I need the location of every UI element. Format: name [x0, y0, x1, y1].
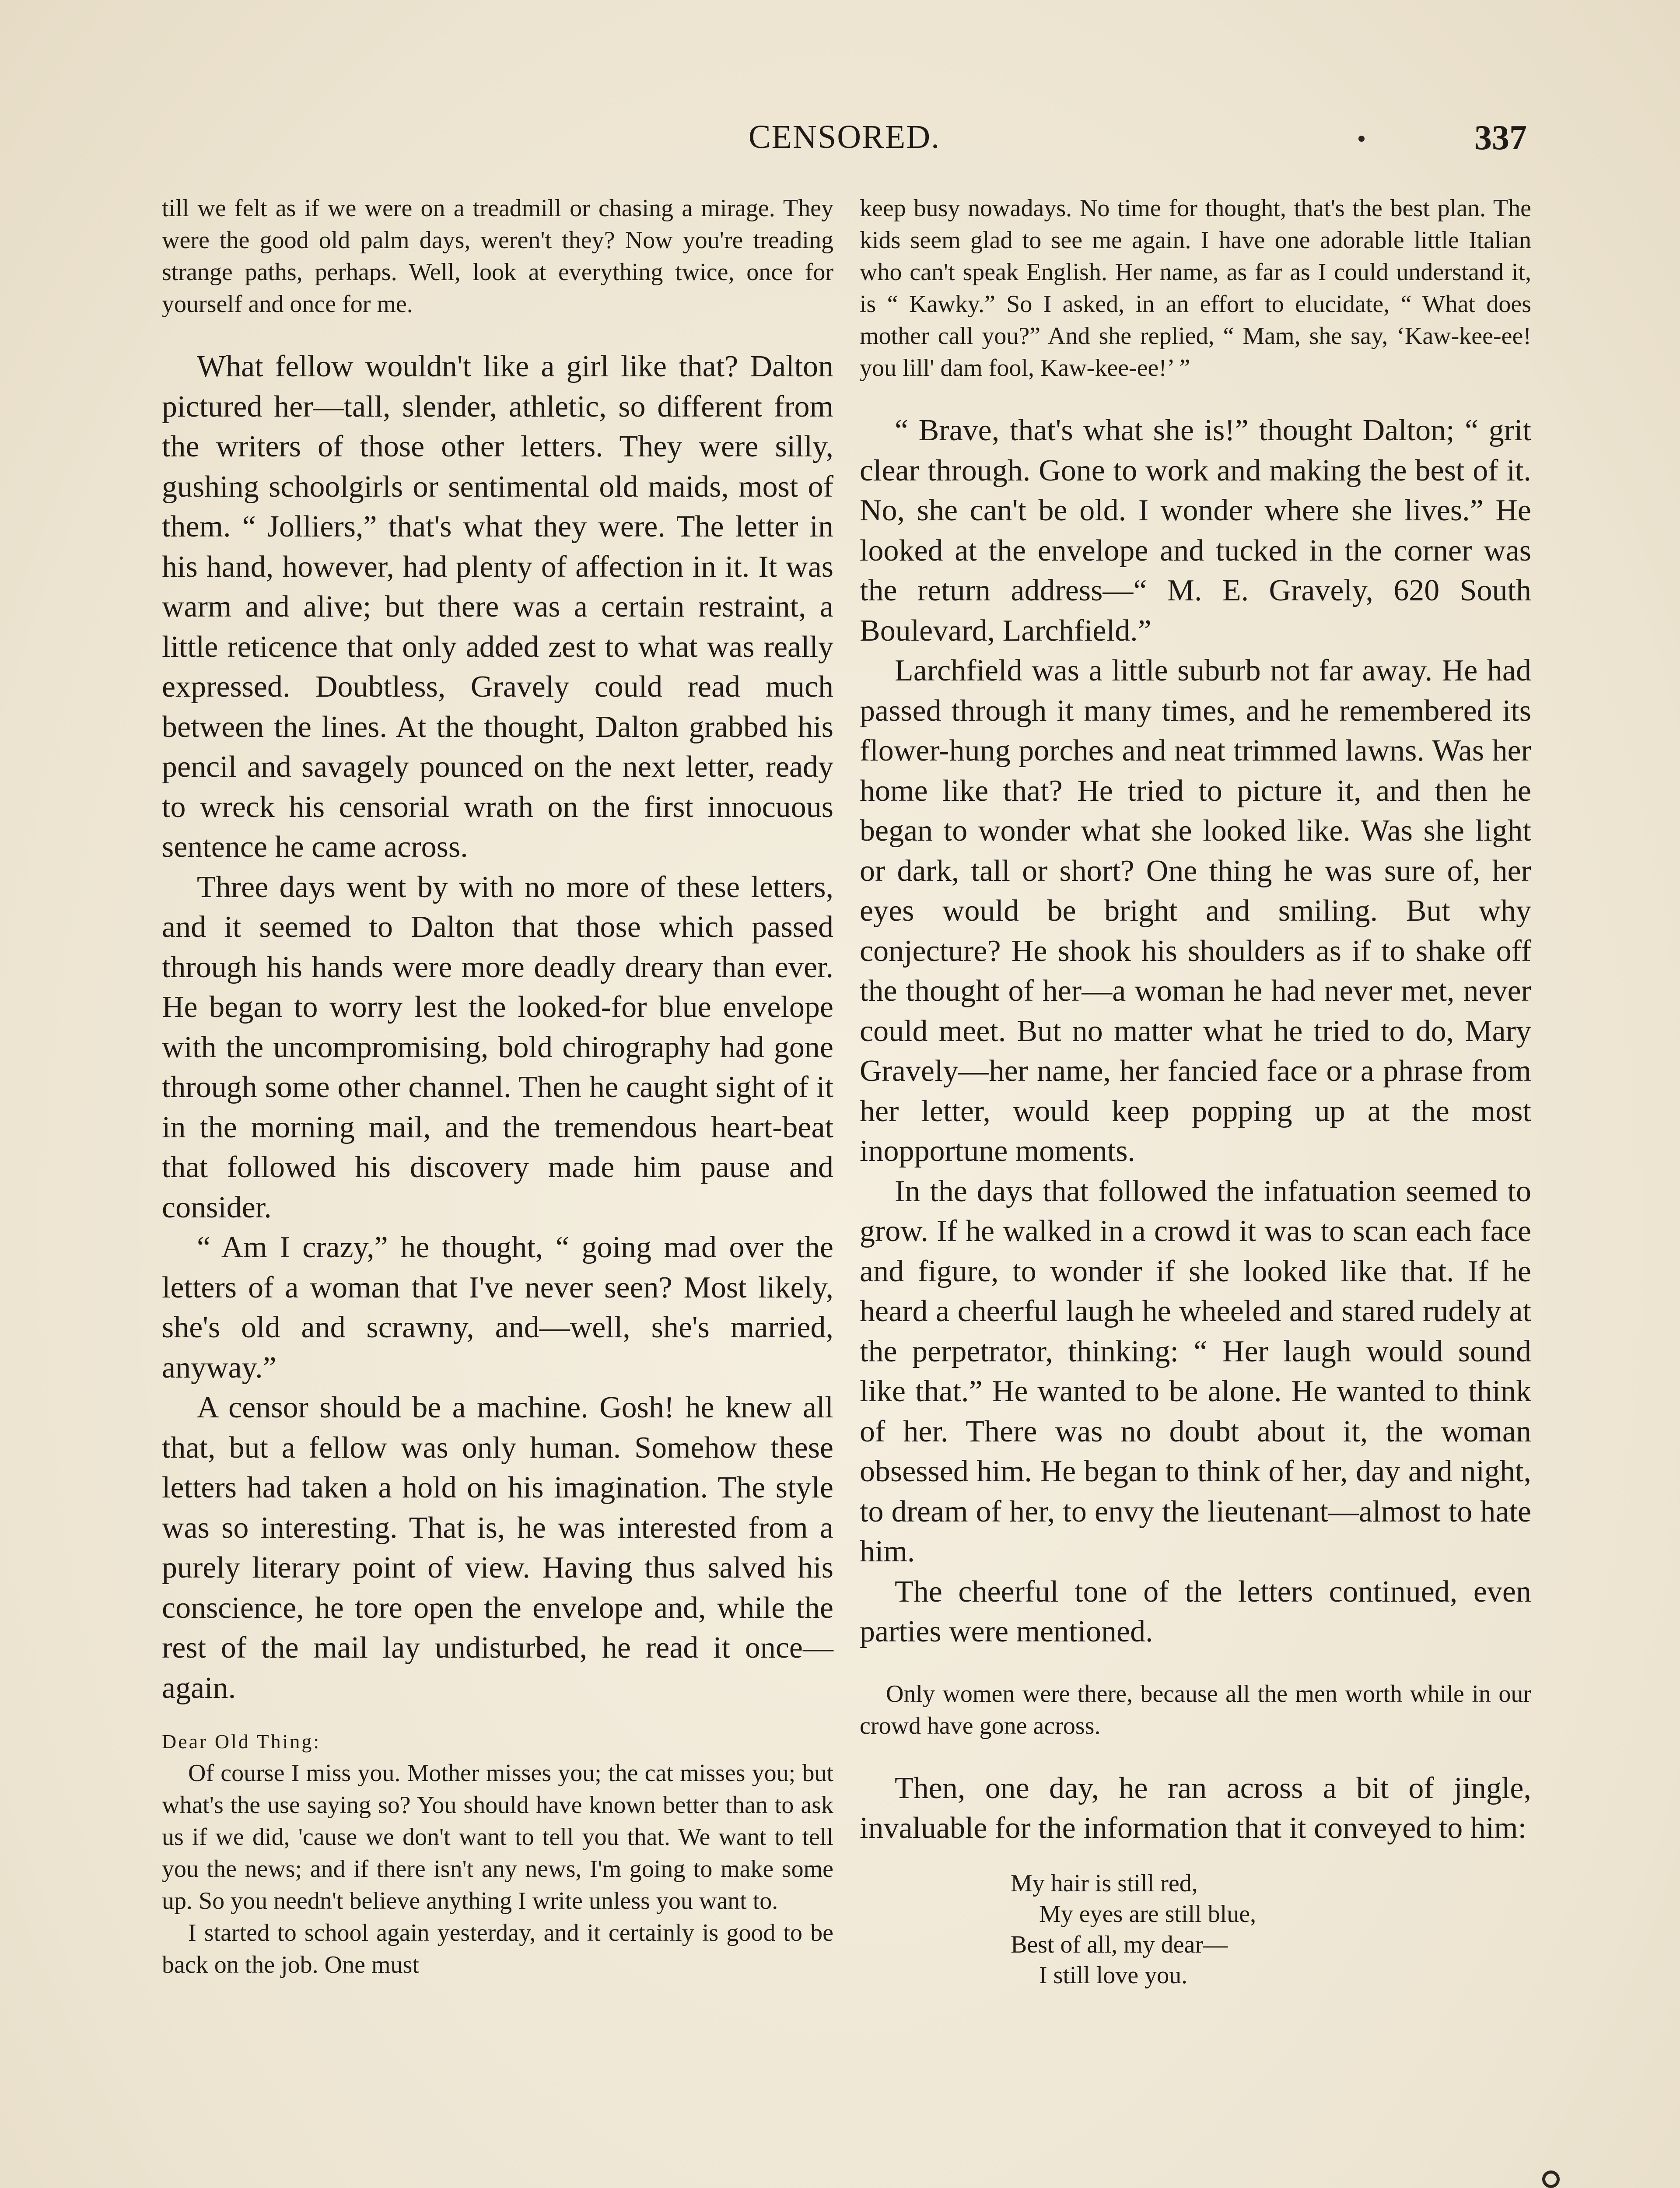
letter-salutation: Dear Old Thing:	[162, 1730, 321, 1753]
story-paragraph: Three days went by with no more of these letters, and it seemed to Dalton that those which passed through his hands were more deadly dreary than ever. He began to worry lest the looked-for blue envelope with the uncompromising, bold chirography had gone through some other channel. Then he caught sight of it in the morning mail, and the tremendous heart-beat that followed his discovery made him pause and consider.	[162, 870, 833, 1224]
page-number: 337	[1474, 119, 1527, 157]
letter-continued-text: keep busy nowadays. No time for thought, that's the best plan. The kids seem glad to see me again. I have one adorable little Italian who can't speak English. Her name, as far as I could understand it, is “ Kawky.” So I asked, in an effort to elucidate, “ What does mother call you?” And she replied, “ Mam, she say, ‘Kaw-kee-ee! you lill' dam fool, Kaw-kee-ee!’ ”	[860, 195, 1531, 382]
letter-continued-text: till we felt as if we were on a treadmill or chasing a mirage. They were the good old palm days, weren't they? Now you're treading strange paths, perhaps. Well, look at everything twice, once for yourself and once for me.	[162, 195, 833, 318]
poem	[1011, 1868, 1531, 1991]
story-body-closing	[860, 1768, 1531, 1848]
poem-line: Best of all, my dear—	[1011, 1931, 1228, 1958]
story-paragraph: A censor should be a machine. Gosh! he knew all that, but a fellow was only human. Somehow these letters had taken a hold on his imagination. The style was so interesting. That is, he was interested from a purely literary point of view. Having thus salved his conscience, he tore open the envelope and, while the rest of the mail lay undisturbed, he read it once—again.	[162, 1391, 833, 1705]
story-paragraph: In the days that followed the infatuation seemed to grow. If he walked in a crowd it was to scan each face and figure, to wonder if she looked like that. If he heard a cheerful laugh he wheeled and stared rudely at the perpetrator, thinking: “ Her laugh would sound like that.” He wanted to be alone. He wanted to think of her. There was no doubt about it, the woman obsessed him. He began to think of her, day and night, to dream of her, to envy the lieutenant—almost to hate him.	[860, 1174, 1531, 1568]
ring-mark	[1542, 2170, 1560, 2188]
story-paragraph: The cheerful tone of the letters continued, even parties were mentioned.	[860, 1574, 1531, 1648]
letter-quote	[860, 1678, 1531, 1742]
page-title: CENSORED.	[748, 119, 941, 155]
poem-line: My eyes are still blue,	[1039, 1900, 1256, 1928]
letter-quote-text: Only women were there, because all the men worth while in our crowd have gone across.	[860, 1680, 1531, 1739]
story-body-left	[162, 347, 833, 1708]
story-paragraph: Larchfield was a little suburb not far away. He had passed through it many times, and he remembered its flower-hung porches and neat trimmed lawns. Was her home like that? He tried to picture it, and then he began to wonder what she looked like. Was she light or dark, tall or short? One thing he was sure of, her eyes would be bright and smiling. But why conjecture? He shook his shoulders as if to shake off the thought of her—a woman he had never met, never could meet. But no matter what he tried to do, Mary Gravely—her name, her fancied face or a phrase from her letter, would keep popping up at the most inopportune moments.	[860, 654, 1531, 1168]
story-paragraph: “ Brave, that's what she is!” thought Dalton; “ grit clear through. Gone to work and making the best of it. No, she can't be old. I wonder where she lives.” He looked at the envelope and tucked in the corner was the return address—“ M. E. Gravely, 620 South Boulevard, Larchfield.”	[860, 414, 1531, 648]
letter-paragraph: Of course I miss you. Mother misses you; the cat misses you; but what's the use saying so? You should have known better than to ask us if we did, 'cause we don't want to tell you that. We want to tell you the news; and if there isn't any news, I'm going to make some up. So you needn't believe anything I write unless you want to.	[162, 1760, 833, 1914]
letter-body	[162, 1757, 833, 1981]
poem-line: My hair is still red,	[1011, 1869, 1198, 1897]
running-header	[162, 118, 1527, 166]
letter-paragraph: I started to school again yesterday, and it certainly is good to be back on the job. One must	[162, 1919, 833, 1978]
story-paragraph: What fellow wouldn't like a girl like that? Dalton pictured her—tall, slender, athletic, so different from the writers of those other letters. They were silly, gushing schoolgirls or sentimental old maids, most of them. “ Jolliers,” that's what they were. The letter in his hand, however, had plenty of affection in it. It was warm and alive; but there was a certain restraint, a little reticence that only added zest to what was really expressed. Doubtless, Gravely could read much between the lines. At the thought, Dalton grabbed his pencil and savagely pounced on the next letter, ready to wreck his censorial wrath on the first innocuous sentence he came across.	[162, 350, 833, 864]
story-body-right	[860, 410, 1531, 1652]
story-paragraph: “ Am I crazy,” he thought, “ going mad over the letters of a woman that I've never seen? Most likely, she's old and scrawny, and—well, she's married, anyway.”	[162, 1231, 833, 1385]
right-column	[860, 193, 1531, 1991]
story-paragraph: Then, one day, he ran across a bit of jingle, invaluable for the information that it conveyed to him:	[860, 1771, 1531, 1845]
left-column	[162, 193, 833, 1981]
poem-line: I still love you.	[1039, 1961, 1188, 1989]
ink-speck	[1358, 136, 1365, 142]
